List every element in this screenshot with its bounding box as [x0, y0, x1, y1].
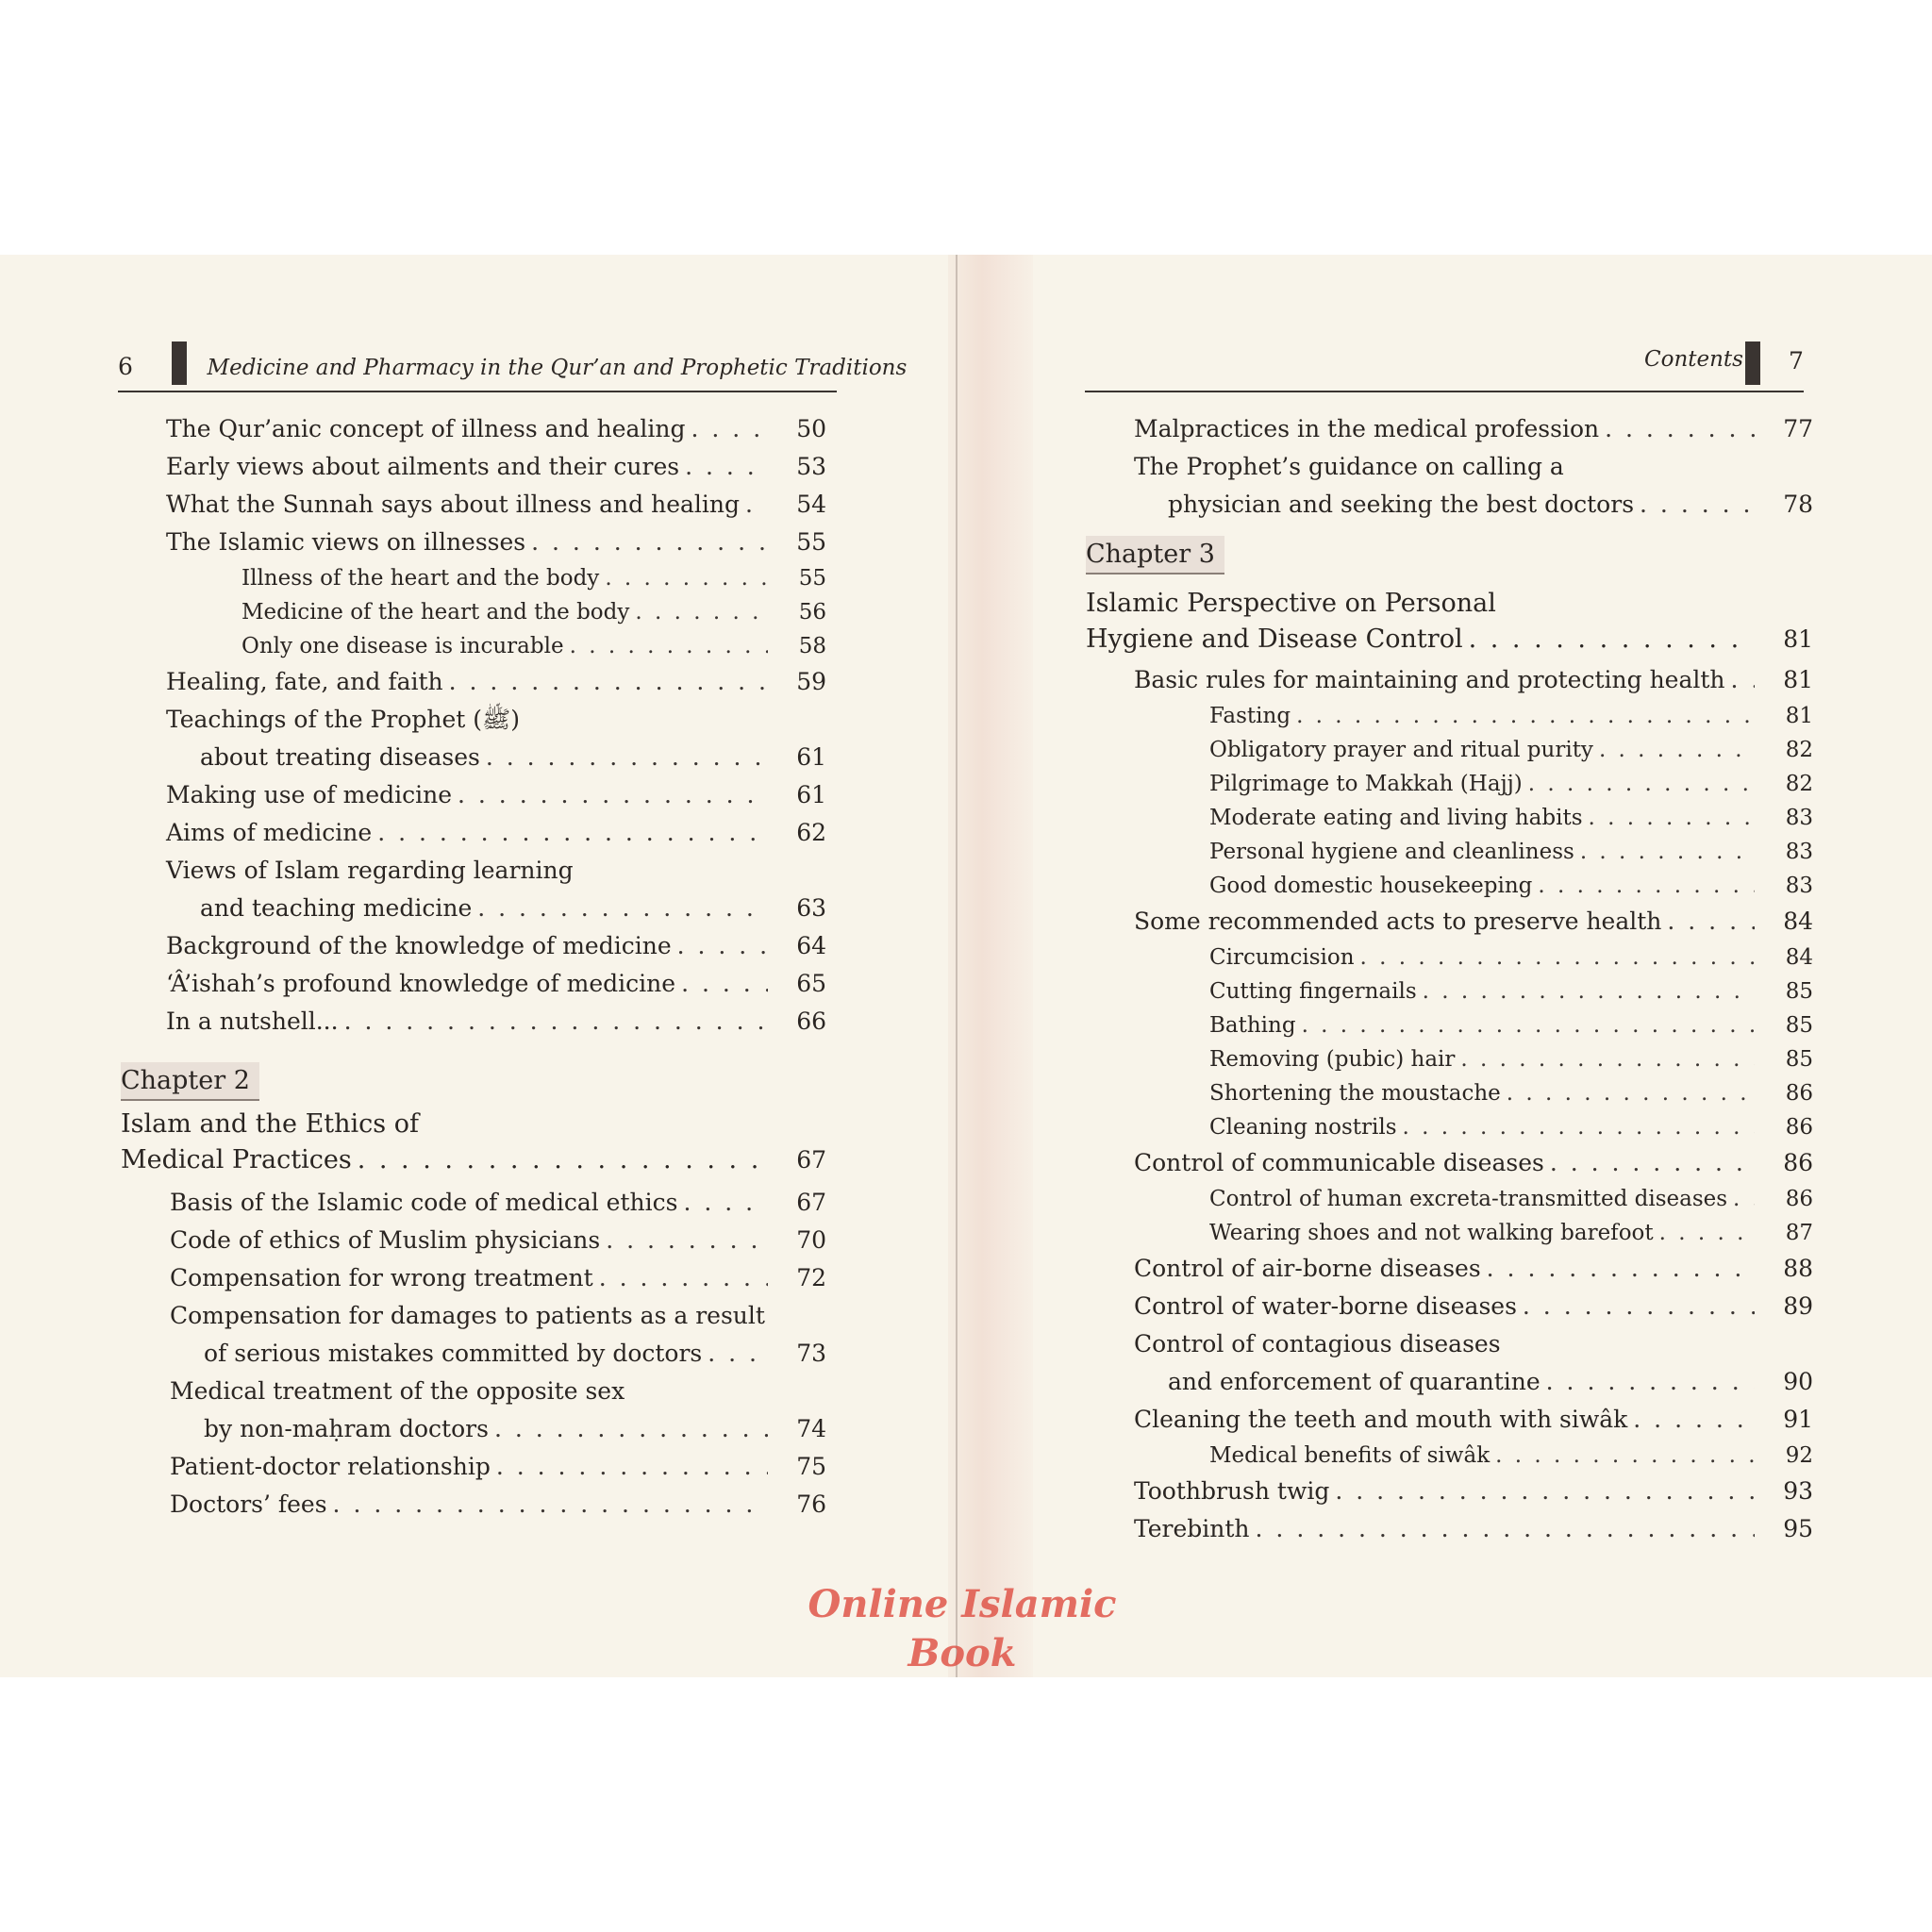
toc-entry	[1134, 448, 1813, 524]
toc-entry-title: ‘Â’ishah’s profound knowledge of medicine	[166, 970, 676, 997]
toc-entry	[170, 1448, 826, 1486]
toc-page-number: 86	[1783, 1149, 1813, 1176]
leader-dots	[1360, 941, 1755, 974]
toc-entry	[1209, 1216, 1813, 1250]
toc-entry-title: Background of the knowledge of medicine	[166, 932, 672, 959]
toc-entry-title: Pilgrimage to Makkah (Hajj)	[1209, 772, 1523, 796]
leader-dots	[599, 1259, 768, 1297]
toc-entry-title: Toothbrush twig	[1134, 1477, 1330, 1505]
toc-entry-title: In a nutshell...	[166, 1008, 339, 1035]
toc-entry	[1134, 903, 1813, 941]
toc-entry	[1134, 1401, 1813, 1439]
toc-entry	[1209, 835, 1813, 869]
right-page-number: 7	[1789, 347, 1804, 375]
toc-entry-title: Bathing	[1209, 1013, 1296, 1038]
toc-entry-title: The Qur’anic concept of illness and healing	[166, 415, 686, 442]
leader-dots	[1256, 1510, 1755, 1548]
toc-entry	[170, 1373, 826, 1448]
leader-dots	[1335, 1473, 1755, 1510]
toc-page-number: 81	[1785, 704, 1813, 728]
toc-entry	[1209, 1076, 1813, 1110]
leader-dots	[494, 1410, 768, 1448]
left-page-number: 6	[118, 353, 133, 380]
book-fold	[956, 255, 958, 1677]
toc-entry-title: Cleaning the teeth and mouth with siwâk	[1134, 1406, 1628, 1433]
leader-dots	[1640, 486, 1755, 524]
leader-dots	[449, 663, 768, 701]
toc-page-number: 82	[1785, 738, 1813, 762]
leader-dots	[1546, 1363, 1755, 1401]
toc-entry-title: Circumcision	[1209, 945, 1355, 970]
leader-dots	[458, 776, 768, 814]
toc-entry-title: Control of communicable diseases	[1134, 1149, 1544, 1176]
toc-entry-title: Removing (pubic) hair	[1209, 1047, 1456, 1072]
toc-page-number: 75	[796, 1453, 826, 1480]
toc-entry-title: and teaching medicine	[200, 894, 473, 922]
leader-dots	[1423, 974, 1755, 1008]
toc-page-number: 85	[1785, 979, 1813, 1004]
toc-page-number: 82	[1785, 772, 1813, 796]
toc-entry-title: Patient-doctor relationship	[170, 1453, 491, 1480]
toc-entry	[166, 927, 826, 965]
toc-page-number: 65	[796, 970, 826, 997]
toc-page-number: 77	[1783, 415, 1813, 442]
toc-page-number: 61	[796, 743, 826, 771]
leader-dots	[1599, 733, 1755, 767]
watermark-line: Online Islamic	[808, 1582, 1117, 1626]
toc-entry	[166, 965, 826, 1003]
toc-entry-title: Medicine of the heart and the body	[242, 600, 630, 625]
toc-page-number: 84	[1783, 908, 1813, 935]
toc-entry-title: Control of human excreta-transmitted diseases	[1209, 1187, 1728, 1211]
toc-entry-title: What the Sunnah says about illness and healing	[166, 491, 740, 518]
toc-entry-title: Good domestic housekeeping	[1209, 874, 1533, 898]
toc-page-number: 61	[796, 781, 826, 808]
leader-dots	[1733, 1182, 1755, 1216]
leader-dots	[691, 410, 768, 448]
leader-dots	[1302, 1008, 1755, 1042]
leader-dots	[1296, 699, 1755, 733]
left-running-head: Medicine and Pharmacy in the Qur’an and Prophetic Traditions	[207, 356, 908, 380]
toc-entry	[1209, 974, 1813, 1008]
toc-entry	[1209, 1439, 1813, 1473]
toc-entry	[1209, 941, 1813, 974]
watermark	[802, 1580, 1123, 1678]
toc-entry-title: Illness of the heart and the body	[242, 566, 600, 591]
leader-dots	[377, 814, 768, 852]
chapter-label: Chapter 3	[1086, 536, 1224, 575]
leader-dots	[1469, 622, 1755, 658]
toc-page-number: 93	[1783, 1477, 1813, 1505]
toc-entry-title: Only one disease is incurable	[242, 634, 564, 658]
left-page	[0, 255, 953, 1677]
toc-entry	[166, 524, 826, 561]
chapter-title	[1086, 586, 1813, 658]
toc-entry	[1209, 1182, 1813, 1216]
toc-page-number: 64	[796, 932, 826, 959]
chapter-title-line: Medical Practices	[121, 1145, 352, 1174]
leader-dots	[1403, 1110, 1755, 1144]
toc-entry	[1209, 733, 1813, 767]
chapter-title-line: Hygiene and Disease Control	[1086, 625, 1463, 654]
toc-entry-title: Basis of the Islamic code of medical ethics	[170, 1189, 678, 1216]
right-running-head: Contents	[1644, 347, 1743, 372]
toc-entry-title: Compensation for damages to patients as a result	[170, 1302, 765, 1329]
leader-dots	[1659, 1216, 1755, 1250]
leader-dots	[333, 1486, 768, 1524]
toc-page-number: 84	[1785, 945, 1813, 970]
toc-page-number: 74	[796, 1415, 826, 1442]
right-header-rule	[1085, 391, 1804, 392]
toc-entry-title: Views of Islam regarding learning	[166, 857, 574, 884]
toc-page-number: 83	[1785, 874, 1813, 898]
toc-entry	[1134, 1288, 1813, 1325]
leader-dots	[1528, 767, 1755, 801]
leader-dots	[1633, 1401, 1755, 1439]
toc-page-number: 50	[796, 415, 826, 442]
toc-entry	[166, 448, 826, 486]
toc-page-number: 86	[1785, 1115, 1813, 1140]
toc-page-number: 58	[798, 634, 826, 658]
chapter-2-section	[121, 1053, 826, 1524]
toc-entry	[166, 1003, 826, 1041]
toc-entry	[1134, 1473, 1813, 1510]
toc-page-number: 85	[1785, 1047, 1813, 1072]
toc-entry-title: of serious mistakes committed by doctors	[204, 1340, 703, 1367]
toc-page-number: 56	[798, 600, 826, 625]
right-toc	[1134, 410, 1813, 524]
toc-entry	[170, 1486, 826, 1524]
right-page	[962, 255, 1932, 1677]
toc-entry	[1209, 869, 1813, 903]
toc-entry-title: The Prophet’s guidance on calling a	[1134, 453, 1564, 480]
toc-entry-title: Early views about ailments and their cures	[166, 453, 680, 480]
toc-page-number: 55	[796, 528, 826, 556]
toc-page-number: 54	[796, 491, 826, 518]
toc-page-number: 89	[1783, 1292, 1813, 1320]
toc-entry-title: Compensation for wrong treatment	[170, 1264, 593, 1291]
toc-entry-title: about treating diseases	[200, 743, 480, 771]
toc-page-number: 95	[1783, 1515, 1813, 1542]
toc-page-number: 83	[1785, 840, 1813, 864]
leader-dots	[358, 1142, 768, 1178]
toc-entry	[1209, 1008, 1813, 1042]
chapter-3-section	[1086, 526, 1813, 1548]
toc-entry	[166, 852, 826, 927]
toc-entry-title: Doctors’ fees	[170, 1491, 327, 1518]
toc-page-number: 91	[1783, 1406, 1813, 1433]
toc-entry	[170, 1259, 826, 1297]
toc-entry-title: Some recommended acts to preserve health	[1134, 908, 1662, 935]
toc-entry	[242, 629, 826, 663]
leader-dots	[344, 1003, 768, 1041]
chapter-title	[121, 1107, 826, 1178]
toc-page-number: 73	[796, 1340, 826, 1367]
toc-page-number: 59	[796, 668, 826, 695]
toc-entry	[166, 701, 826, 776]
chapter-title-line: Islam and the Ethics of	[121, 1109, 419, 1139]
toc-entry-title: Medical benefits of siwâk	[1209, 1443, 1491, 1468]
toc-entry-title: Making use of medicine	[166, 781, 453, 808]
toc-page-number: 76	[796, 1491, 826, 1518]
toc-entry	[1134, 1250, 1813, 1288]
toc-page-number: 72	[796, 1264, 826, 1291]
toc-entry	[166, 776, 826, 814]
toc-entry-title: The Islamic views on illnesses	[166, 528, 526, 556]
left-header-rule	[118, 391, 837, 392]
leader-dots	[1460, 1042, 1755, 1076]
leader-dots	[486, 739, 768, 776]
toc-entry-title: Wearing shoes and not walking barefoot	[1209, 1221, 1654, 1245]
toc-entry	[166, 814, 826, 852]
toc-entry	[170, 1222, 826, 1259]
leader-dots	[708, 1335, 768, 1373]
chapter-title-line: Islamic Perspective on Personal	[1086, 589, 1496, 618]
toc-entry	[166, 663, 826, 701]
leader-dots	[635, 595, 768, 629]
toc-entry	[170, 1184, 826, 1222]
toc-entry	[1134, 1325, 1813, 1401]
toc-page-number: 63	[796, 894, 826, 922]
toc-entry	[1134, 410, 1813, 448]
toc-page-number: 55	[798, 566, 826, 591]
leader-dots	[1605, 410, 1755, 448]
toc-entry-title: Teachings of the Prophet (ﷺ)	[166, 706, 520, 733]
chapter-page-number: 81	[1783, 625, 1813, 653]
toc-page-number: 85	[1785, 1013, 1813, 1038]
leader-dots	[1580, 835, 1755, 869]
leader-dots	[681, 965, 768, 1003]
toc-entry-title: Cutting fingernails	[1209, 979, 1417, 1004]
toc-page-number: 78	[1783, 491, 1813, 518]
toc-page-number: 88	[1783, 1255, 1813, 1282]
leader-dots	[1507, 1076, 1755, 1110]
toc-entry	[1134, 661, 1813, 699]
toc-entry-title: by non-maḥram doctors	[204, 1415, 489, 1442]
toc-page-number: 86	[1785, 1187, 1813, 1211]
leader-dots	[531, 524, 768, 561]
leader-dots	[1487, 1250, 1755, 1288]
leader-dots	[1523, 1288, 1755, 1325]
toc-entry-title: Personal hygiene and cleanliness	[1209, 840, 1574, 864]
toc-entry-title: Code of ethics of Muslim physicians	[170, 1226, 601, 1254]
leader-dots	[1538, 869, 1755, 903]
toc-entry-title: and enforcement of quarantine	[1168, 1368, 1541, 1395]
toc-entry-title: Medical treatment of the opposite sex	[170, 1377, 625, 1405]
toc-entry-title: Moderate eating and living habits	[1209, 806, 1583, 830]
toc-entry	[1209, 1110, 1813, 1144]
toc-entry	[1134, 1144, 1813, 1182]
chapter-page-number: 67	[796, 1146, 826, 1174]
book-spread	[0, 255, 1932, 1677]
toc-entry-title: Terebinth	[1134, 1515, 1250, 1542]
watermark-line: Book	[908, 1631, 1017, 1675]
toc-entry-title: Control of air-borne diseases	[1134, 1255, 1481, 1282]
header-bar	[1745, 341, 1760, 385]
toc-entry-title: Malpractices in the medical profession	[1134, 415, 1600, 442]
toc-entry	[242, 561, 826, 595]
toc-entry	[1134, 1510, 1813, 1548]
toc-entry	[1209, 767, 1813, 801]
leader-dots	[570, 629, 768, 663]
toc-entry	[166, 410, 826, 448]
toc-entry	[1209, 1042, 1813, 1076]
toc-entry-title: Control of contagious diseases	[1134, 1330, 1501, 1357]
toc-page-number: 90	[1783, 1368, 1813, 1395]
leader-dots	[1589, 801, 1756, 835]
toc-page-number: 86	[1785, 1081, 1813, 1106]
toc-page-number: 83	[1785, 806, 1813, 830]
toc-entry-title: Cleaning nostrils	[1209, 1115, 1397, 1140]
leader-dots	[745, 486, 768, 524]
toc-entry	[166, 486, 826, 524]
toc-entry	[1209, 801, 1813, 835]
toc-page-number: 67	[796, 1189, 826, 1216]
toc-page-number: 87	[1785, 1221, 1813, 1245]
toc-entry-title: Obligatory prayer and ritual purity	[1209, 738, 1593, 762]
toc-entry-title: Healing, fate, and faith	[166, 668, 443, 695]
toc-entry-title: Shortening the moustache	[1209, 1081, 1501, 1106]
toc-page-number: 70	[796, 1226, 826, 1254]
chapter-label: Chapter 2	[121, 1062, 259, 1101]
toc-page-number: 53	[796, 453, 826, 480]
leader-dots	[1667, 903, 1755, 941]
leader-dots	[606, 1222, 768, 1259]
left-toc	[166, 410, 826, 1041]
leader-dots	[683, 1184, 768, 1222]
toc-entry-title: physician and seeking the best doctors	[1168, 491, 1635, 518]
toc-page-number: 81	[1783, 666, 1813, 693]
header-bar	[172, 341, 187, 385]
toc-entry-title: Fasting	[1209, 704, 1291, 728]
leader-dots	[685, 448, 768, 486]
leader-dots	[1731, 661, 1755, 699]
leader-dots	[1495, 1439, 1755, 1473]
toc-entry-title: Control of water-borne diseases	[1134, 1292, 1517, 1320]
toc-page-number: 92	[1785, 1443, 1813, 1468]
toc-page-number: 62	[796, 819, 826, 846]
left-running-header	[118, 347, 907, 391]
leader-dots	[1550, 1144, 1755, 1182]
leader-dots	[605, 561, 768, 595]
leader-dots	[477, 890, 768, 927]
leader-dots	[677, 927, 768, 965]
leader-dots	[496, 1448, 768, 1486]
toc-entry	[170, 1297, 826, 1373]
toc-page-number: 66	[796, 1008, 826, 1035]
toc-entry-title: Aims of medicine	[166, 819, 373, 846]
toc-entry-title: Basic rules for maintaining and protecting health	[1134, 666, 1725, 693]
toc-entry	[1209, 699, 1813, 733]
toc-entry	[242, 595, 826, 629]
